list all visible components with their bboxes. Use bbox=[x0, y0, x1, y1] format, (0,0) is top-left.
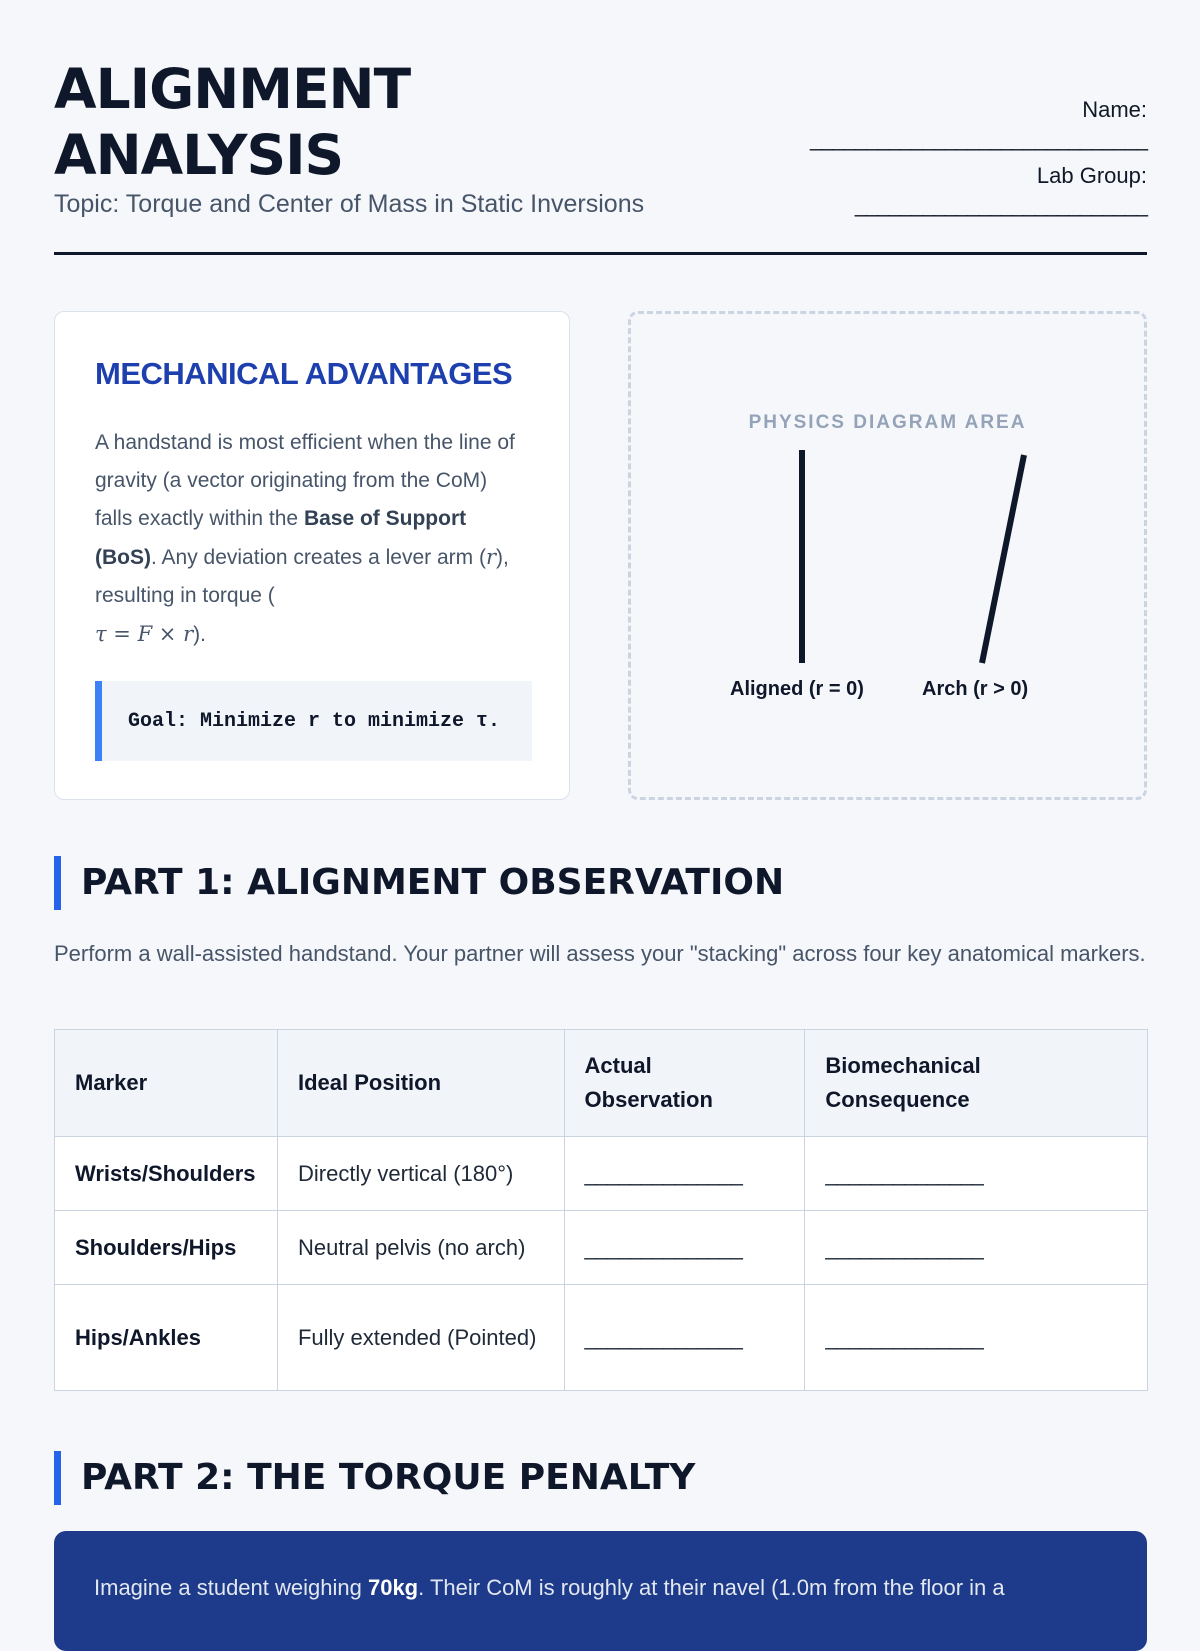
body-text-end: ). bbox=[193, 623, 206, 646]
page-title bbox=[54, 56, 574, 188]
consequence-field[interactable]: ______________ bbox=[805, 1285, 1148, 1391]
scenario-text-rest: . Their CoM is roughly at their navel (1.0m from the floor in a bbox=[418, 1575, 1005, 1600]
aligned-label: Aligned (r = 0) bbox=[730, 678, 864, 700]
arched-body-line bbox=[982, 455, 1024, 663]
body-text-3: ), resulting in torque ( bbox=[95, 546, 509, 607]
marker-cell: Shoulders/Hips bbox=[55, 1211, 278, 1285]
table-row bbox=[55, 1285, 1148, 1391]
part1-intro: Perform a wall-assisted handstand. Your partner will assess your "stacking" across four key anatomical markers. bbox=[54, 941, 1146, 966]
torque-formula: τ = F × r bbox=[95, 622, 194, 646]
topic-subtitle: Topic: Torque and Center of Mass in Static Inversions bbox=[54, 190, 645, 218]
table-row bbox=[55, 1211, 1148, 1285]
column-header: Actual Observation bbox=[564, 1030, 805, 1137]
table-header-row bbox=[55, 1030, 1148, 1137]
mechanical-advantages-title: MECHANICAL ADVANTAGES bbox=[95, 356, 513, 391]
lab-group-label: Lab Group: bbox=[1036, 163, 1147, 188]
marker-cell: Hips/Ankles bbox=[55, 1285, 278, 1391]
mechanical-advantages-text bbox=[95, 424, 525, 654]
torque-scenario-box bbox=[54, 1531, 1147, 1651]
body-text-1: A handstand is most efficient when the line of gravity (a vector originating from the CoM) falls exactly within the bbox=[95, 431, 515, 530]
consequence-field[interactable]: ______________ bbox=[805, 1211, 1148, 1285]
table-row bbox=[55, 1137, 1148, 1211]
part2-heading: PART 2: THE TORQUE PENALTY bbox=[54, 1451, 695, 1505]
physics-diagram-area bbox=[628, 311, 1147, 800]
goal-callout: Goal: Minimize r to minimize τ. bbox=[95, 681, 532, 761]
body-text-2: . Any deviation creates a lever arm ( bbox=[151, 546, 486, 569]
column-header: Marker bbox=[55, 1030, 278, 1137]
ideal-position-cell: Directly vertical (180°) bbox=[277, 1137, 564, 1211]
title-line-1: ALIGNMENT bbox=[54, 57, 411, 121]
part1-heading: PART 1: ALIGNMENT OBSERVATION bbox=[54, 856, 784, 910]
actual-observation-field[interactable]: ______________ bbox=[564, 1211, 805, 1285]
lab-group-field[interactable]: __________________________ bbox=[854, 192, 1147, 217]
diagram-svg bbox=[631, 314, 1144, 797]
column-header: Biomechanical Consequence bbox=[805, 1030, 1148, 1137]
alignment-table bbox=[54, 1029, 1148, 1391]
consequence-field[interactable]: ______________ bbox=[805, 1137, 1148, 1211]
name-field[interactable]: ______________________________ bbox=[809, 126, 1147, 151]
ideal-position-cell: Fully extended (Pointed) bbox=[277, 1285, 564, 1391]
name-label: Name: bbox=[1082, 97, 1147, 122]
diagram-caption: PHYSICS DIAGRAM AREA bbox=[748, 412, 1027, 433]
mechanical-advantages-card bbox=[54, 311, 570, 800]
actual-observation-field[interactable]: ______________ bbox=[564, 1285, 805, 1391]
ideal-position-cell: Neutral pelvis (no arch) bbox=[277, 1211, 564, 1285]
header-divider bbox=[54, 252, 1147, 255]
title-line-2: ANALYSIS bbox=[54, 123, 344, 187]
marker-cell: Wrists/Shoulders bbox=[55, 1137, 278, 1211]
actual-observation-field[interactable]: ______________ bbox=[564, 1137, 805, 1211]
base-of-support-term: Base of Support (BoS) bbox=[95, 507, 467, 569]
scenario-text-start: Imagine a student weighing bbox=[94, 1575, 368, 1600]
student-weight: 70kg bbox=[367, 1575, 419, 1600]
lever-arm-symbol: r bbox=[486, 545, 497, 569]
header bbox=[54, 56, 1147, 256]
student-fields bbox=[810, 94, 1147, 226]
arch-label: Arch (r > 0) bbox=[922, 678, 1029, 700]
column-header: Ideal Position bbox=[277, 1030, 564, 1137]
